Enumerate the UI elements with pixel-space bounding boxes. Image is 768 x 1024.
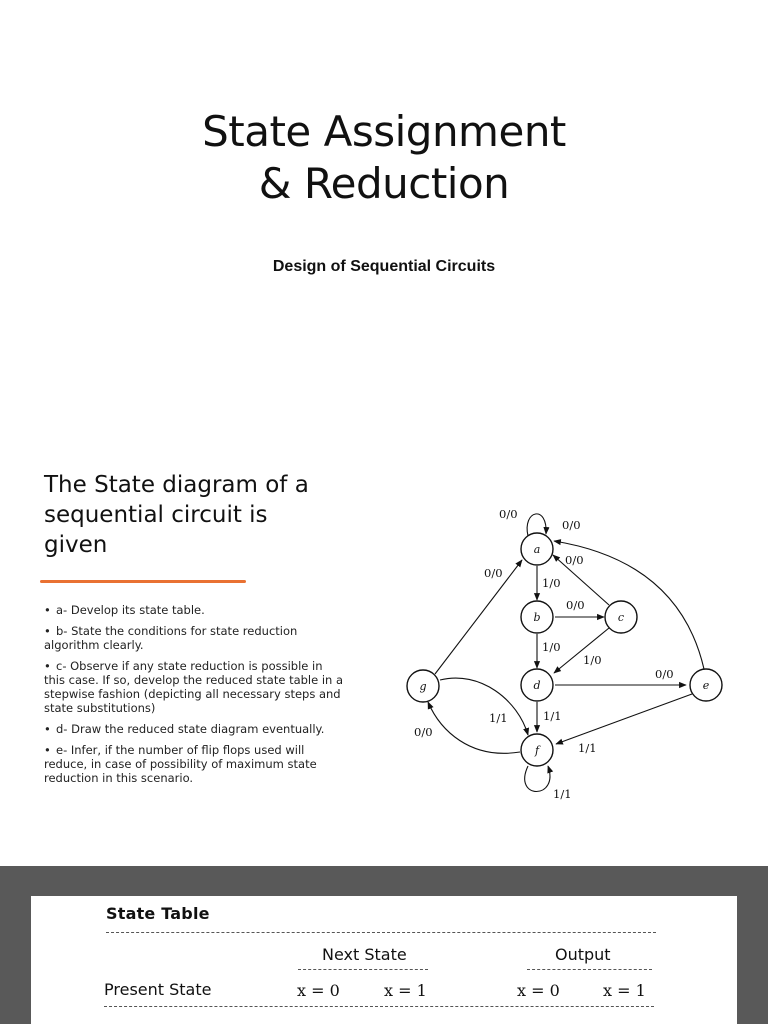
state-label-a: a <box>533 543 541 556</box>
present-state-header: Present State <box>104 980 212 999</box>
task-item <box>44 722 344 736</box>
next-x0-header: x = 0 <box>297 981 340 1000</box>
edge-g-to-f <box>440 678 528 735</box>
problem-heading-line1: The State diagram of a <box>44 472 309 498</box>
state-label-f: f <box>534 744 540 757</box>
edge-f-self <box>525 766 550 792</box>
output-underline <box>527 969 652 970</box>
problem-heading <box>44 470 344 560</box>
task-text: e- Infer, if the number of flip flops used will reduce, in case of possibility of maximum state reduction in this scenario. <box>44 743 317 785</box>
edge-label-g-to-f: 1/1 <box>489 711 508 725</box>
task-item <box>44 743 344 785</box>
edge-label-c-to-a: 0/0 <box>565 553 584 567</box>
bullet-icon: • <box>44 603 51 617</box>
task-item <box>44 603 344 617</box>
edge-label-g-to-a: 0/0 <box>484 566 503 580</box>
slide-title-line2: & Reduction <box>258 159 510 208</box>
bullet-icon: • <box>44 624 51 638</box>
output-x1-header: x = 1 <box>603 981 646 1000</box>
edge-label-c-to-d: 1/0 <box>583 653 602 667</box>
task-text: d- Draw the reduced state diagram eventually. <box>56 722 325 736</box>
edge-label-e-to-a: 0/0 <box>562 518 581 532</box>
bullet-icon: • <box>44 659 51 673</box>
state-label-c: c <box>617 611 625 624</box>
edge-g-to-a <box>435 560 522 674</box>
slide-title <box>0 106 768 210</box>
edge-f-to-g <box>428 702 520 753</box>
edge-e-to-f <box>556 694 692 744</box>
edge-label-e-to-f: 1/1 <box>578 741 597 755</box>
edge-label-f-self: 1/1 <box>553 787 572 801</box>
state-diagram <box>395 495 735 815</box>
slide-subtitle: Design of Sequential Circuits <box>272 258 496 275</box>
edge-label-a-to-b: 1/0 <box>542 576 561 590</box>
edge-label-b-to-c: 0/0 <box>566 598 585 612</box>
edge-label-d-to-e: 0/0 <box>655 667 674 681</box>
bullet-icon: • <box>44 722 51 736</box>
state-table-title: State Table <box>106 904 210 923</box>
title-underline <box>106 932 656 933</box>
slide-title-line1: State Assignment <box>202 107 566 156</box>
problem-heading-line2: sequential circuit is <box>44 502 268 528</box>
bullet-icon: • <box>44 743 51 757</box>
state-label-e: e <box>702 679 710 692</box>
state-table-card <box>31 896 737 1024</box>
next-x1-header: x = 1 <box>384 981 427 1000</box>
edge-label-d-to-f: 1/1 <box>543 709 562 723</box>
state-label-b: b <box>533 611 541 624</box>
task-text: c- Observe if any state reduction is possible in this case. If so, develop the reduced state table in a stepwise fashion (depicting all necessary steps and state substitutions) <box>44 659 344 715</box>
edge-label-b-to-d: 1/0 <box>542 640 561 654</box>
output-header: Output <box>555 945 611 964</box>
task-list <box>44 603 344 792</box>
task-text: b- State the conditions for state reduction algorithm clearly. <box>44 624 298 652</box>
task-item <box>44 624 344 652</box>
title-slide <box>0 0 768 440</box>
next-state-underline <box>298 969 428 970</box>
task-item <box>44 659 344 715</box>
state-label-g: g <box>419 680 427 693</box>
state-label-d: d <box>533 679 541 692</box>
header-underline <box>104 1006 654 1007</box>
next-state-header: Next State <box>322 945 407 964</box>
edge-label-a-self: 0/0 <box>499 507 518 521</box>
task-text: a- Develop its state table. <box>56 603 205 617</box>
state-table-slide <box>0 866 768 1024</box>
accent-divider <box>40 580 246 583</box>
output-x0-header: x = 0 <box>517 981 560 1000</box>
problem-heading-line3: given <box>44 532 108 558</box>
edge-label-f-to-g: 0/0 <box>414 725 433 739</box>
